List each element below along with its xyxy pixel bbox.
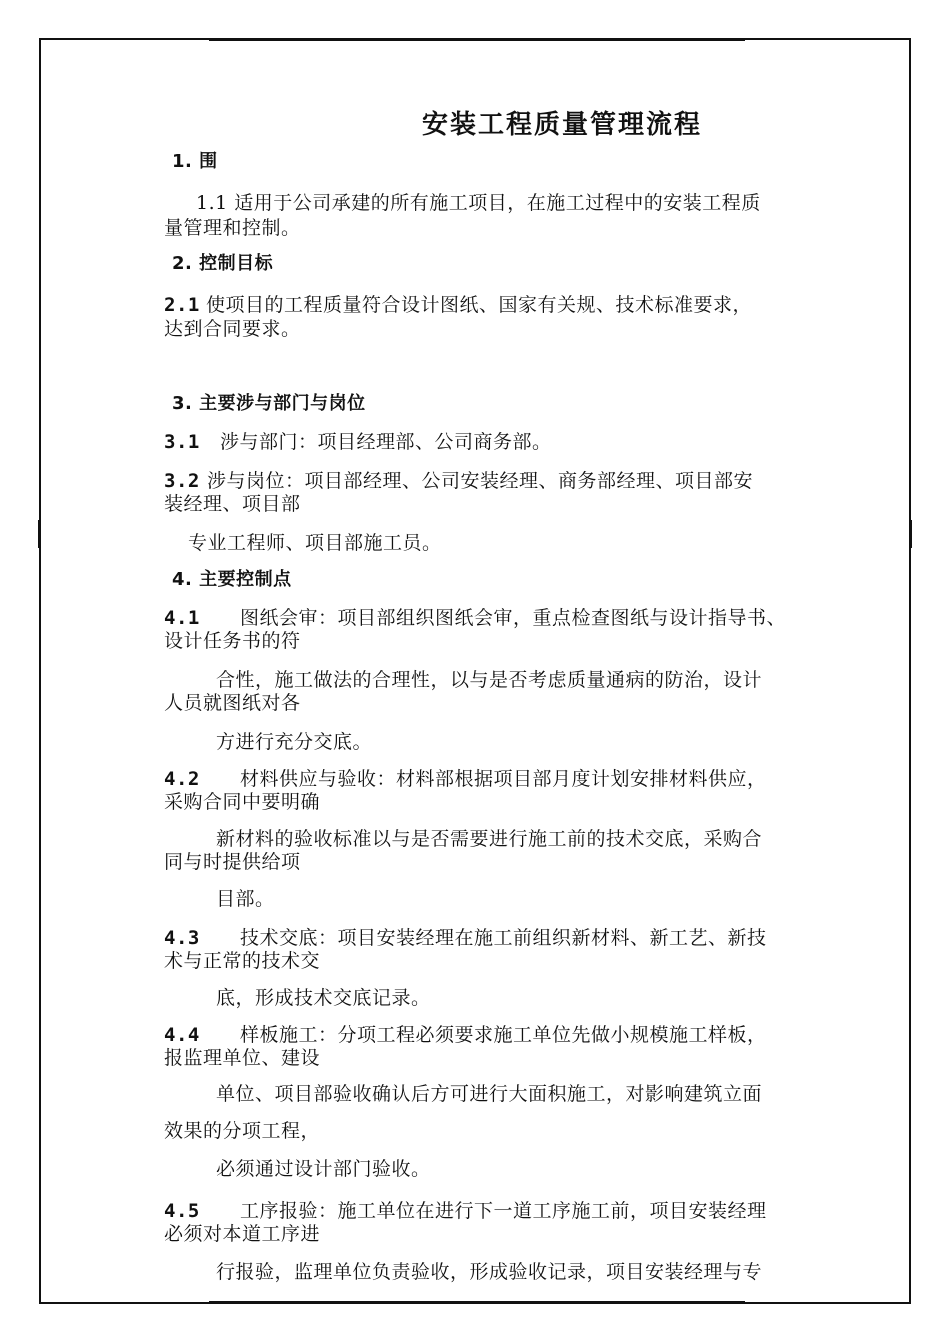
- para-4-2-line-1: 材料供应与验收：材料部根据项目部月度计划安排材料供应，: [240, 768, 767, 790]
- para-3-2-line-1: 涉与岗位：项目部经理、公司安装经理、商务部经理、项目部安: [207, 470, 754, 492]
- para-4-3-line-2: 术与正常的技术交: [164, 950, 321, 972]
- border-mark-left: [38, 520, 40, 548]
- para-4-2-number: 4.2: [164, 768, 200, 790]
- para-2-1-number: 2.1: [164, 294, 200, 316]
- para-4-2-line-4: 同与时提供给项: [164, 851, 301, 873]
- para-4-1-line-2: 设计任务书的符: [164, 630, 301, 652]
- border-mark-right: [910, 520, 912, 548]
- para-4-4-line-5: 必须通过设计部门验收。: [216, 1158, 431, 1180]
- para-2-1-line-1: 使项目的工程质量符合设计图纸、国家有关规、技术标准要求，: [206, 294, 753, 316]
- para-3-2-line-2: 装经理、项目部: [164, 493, 301, 515]
- para-4-2-line-5: 目部。: [216, 888, 275, 910]
- para-2-1-line-2: 达到合同要求。: [164, 318, 301, 340]
- para-4-3-number: 4.3: [164, 927, 200, 949]
- para-4-4-line-1: 样板施工：分项工程必须要求施工单位先做小规模施工样板，: [240, 1024, 767, 1046]
- para-4-1-number: 4.1: [164, 607, 200, 629]
- para-1-1-line-2: 量管理和控制。: [164, 217, 301, 239]
- para-4-5-line-2: 必须对本道工序进: [164, 1223, 321, 1245]
- para-4-4-line-2: 报监理单位、建设: [164, 1047, 321, 1069]
- page-title: 安装工程质量管理流程: [422, 110, 703, 140]
- para-4-5-line-3: 行报验，监理单位负责验收，形成验收记录，项目安装经理与专: [216, 1261, 763, 1283]
- para-4-3-line-1: 技术交底：项目安装经理在施工前组织新材料、新工艺、新技: [240, 927, 767, 949]
- para-3-2-number: 3.2: [164, 470, 200, 492]
- para-4-4-line-4: 效果的分项工程，: [164, 1120, 321, 1142]
- para-4-4-line-3: 单位、项目部验收确认后方可进行大面积施工，对影响建筑立面: [216, 1083, 763, 1105]
- section-2-heading: 2. 控制目标: [172, 253, 274, 274]
- para-4-5-number: 4.5: [164, 1200, 200, 1222]
- section-4-heading: 4. 主要控制点: [172, 569, 292, 590]
- para-4-4-number: 4.4: [164, 1024, 200, 1046]
- para-4-1-line-4: 人员就图纸对各: [164, 692, 301, 714]
- para-4-2-line-3: 新材料的验收标准以与是否需要进行施工前的技术交底，采购合: [216, 828, 763, 850]
- para-1-1-line-1: 1.1 适用于公司承建的所有施工项目，在施工过程中的安装工程质: [196, 192, 761, 214]
- para-4-1-line-1: 图纸会审：项目部组织图纸会审，重点检查图纸与设计指导书、: [240, 607, 787, 629]
- section-1-heading: 1. 围: [172, 151, 218, 172]
- section-3-heading: 3. 主要涉与部门与岗位: [172, 393, 366, 414]
- para-4-1-line-5: 方进行充分交底。: [216, 731, 373, 753]
- para-3-2-line-3: 专业工程师、项目部施工员。: [188, 532, 442, 554]
- para-4-1-line-3: 合性，施工做法的合理性，以与是否考虑质量通病的防治，设计: [216, 669, 763, 691]
- para-3-1-number: 3.1: [164, 431, 200, 453]
- para-3-1-line-1: 涉与部门：项目经理部、公司商务部。: [220, 431, 552, 453]
- para-4-5-line-1: 工序报验：施工单位在进行下一道工序施工前，项目安装经理: [240, 1200, 767, 1222]
- para-4-3-line-3: 底，形成技术交底记录。: [216, 987, 431, 1009]
- para-4-2-line-2: 采购合同中要明确: [164, 791, 321, 813]
